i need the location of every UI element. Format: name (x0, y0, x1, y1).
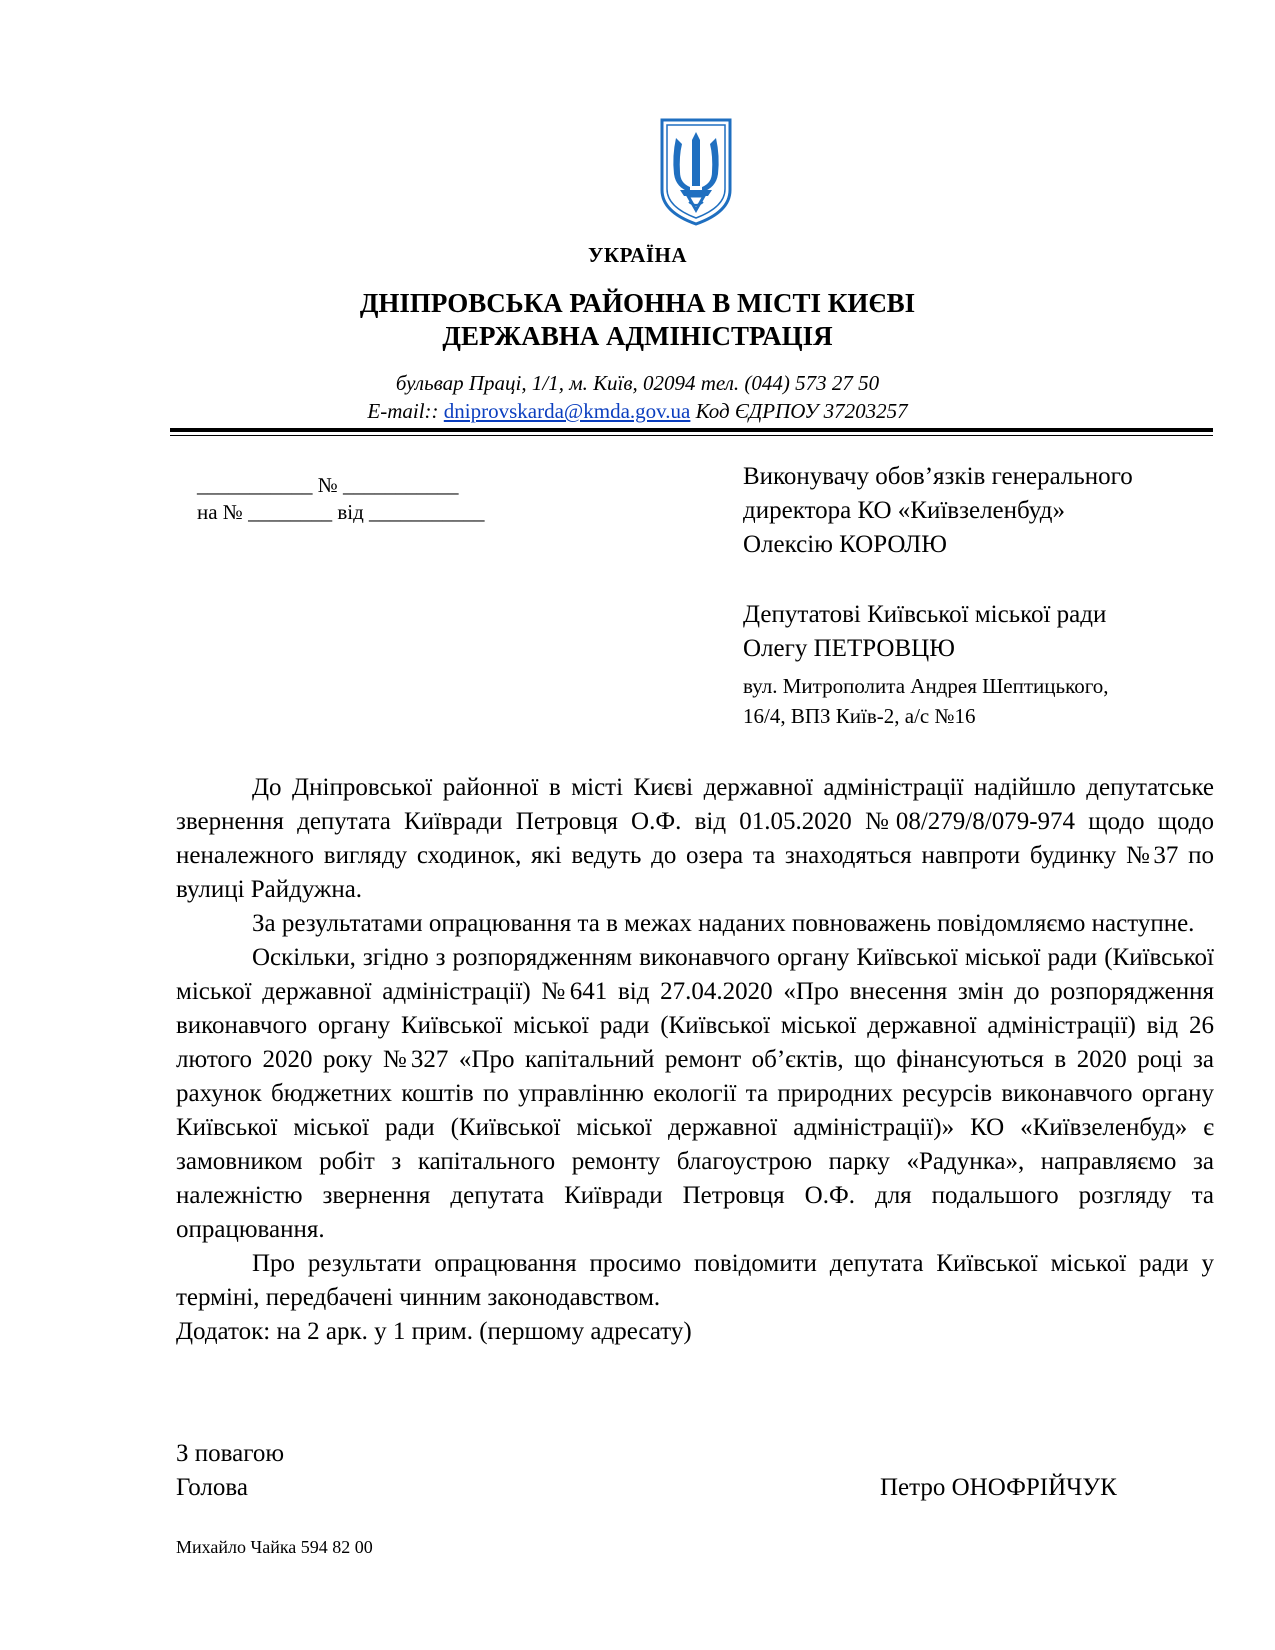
email-label: E-mail:: (367, 399, 444, 423)
outgoing-number-line: ___________ № ___________ (197, 473, 459, 497)
org-name-line2: ДЕРЖАВНА АДМІНІСТРАЦІЯ (442, 321, 833, 351)
addressee2-address2: 16/4, ВПЗ Київ-2, а/с №16 (743, 704, 976, 728)
letter-body (176, 771, 1214, 1349)
org-name-line1: ДНІПРОВСЬКА РАЙОННА В МІСТІ КИЄВІ (359, 288, 916, 318)
header-rule-thick (170, 428, 1213, 432)
header-rule-thin (170, 435, 1213, 436)
org-contacts (0, 399, 1275, 424)
addressee1-line2: директора КО «Київзеленбуд» (743, 497, 1065, 524)
coat-of-arms-icon (658, 116, 734, 228)
signer-position: Голова (176, 1474, 248, 1501)
body-paragraph-3: Оскільки, згідно з розпорядженням виконавчого органу Київської міської ради (Київської міської державної адміністрації) №641 від 27.04.2020 «Про внесення змін до розпорядження виконавчого органу Київської міської ради (Київської міської державної адміністрації) від 26 лютого 2020 року №327 «Про капітальний ремонт об’єктів, що фінансуються в 2020 році за рахунок бюджетних коштів по управлінню екології та природних ресурсів виконавчого органу Київської міської ради (Київської міської державної адміністрації)» КО «Київзеленбуд» є замовником робіт з капітального ремонту благоустрою парку «Радунка», направляємо за належністю звернення депутата Київради Петровця О.Ф. для подальшого розгляду та опрацювання. (176, 944, 1214, 1243)
email-link[interactable]: dniprovskarda@kmda.gov.ua (443, 399, 691, 423)
country-title: УКРАЇНА (587, 243, 688, 267)
addressee2-name: Олегу ПЕТРОВЦЮ (743, 635, 955, 662)
body-paragraph-4: Про результати опрацювання просимо повідомити депутата Київської міської ради у терміні, передбачені чинним законодавством. (176, 1250, 1214, 1311)
addressee2-address1: вул. Митрополита Андрея Шептицького, (743, 674, 1109, 698)
executor-contact: Михайло Чайка 594 82 00 (176, 1537, 373, 1557)
signer-name: Петро ОНОФРІЙЧУК (880, 1474, 1117, 1501)
edrpou-code: Код ЄДРПОУ 37203257 (690, 399, 908, 423)
body-paragraph-2: За результатами опрацювання та в межах наданих повноважень повідомляємо наступне. (252, 910, 1195, 937)
addressee1-line1: Виконувачу обов’язків генерального (743, 463, 1133, 490)
closing-regards: З повагою (176, 1440, 285, 1467)
org-address: бульвар Праці, 1/1, м. Київ, 02094 тел. (044) 573 27 50 (395, 371, 880, 395)
addressee2-line1: Депутатові Київської міської ради (743, 601, 1107, 628)
body-paragraph-1: До Дніпровської районної в місті Києві державної адміністрації надійшло депутатське звернення депутата Київради Петровця О.Ф. від 01.05.2020 №08/279/8/079-974 щодо щодо неналежного вигляду сходинок, які ведуть до озера та знаходяться навпроти будинку №37 по вулиці Райдужна. (176, 774, 1214, 903)
addressee1-name: Олексію КОРОЛЮ (743, 531, 947, 558)
attachment-note: Додаток: на 2 арк. у 1 прим. (першому адресату) (176, 1318, 692, 1345)
incoming-number-line: на № ________ від ___________ (197, 500, 485, 524)
